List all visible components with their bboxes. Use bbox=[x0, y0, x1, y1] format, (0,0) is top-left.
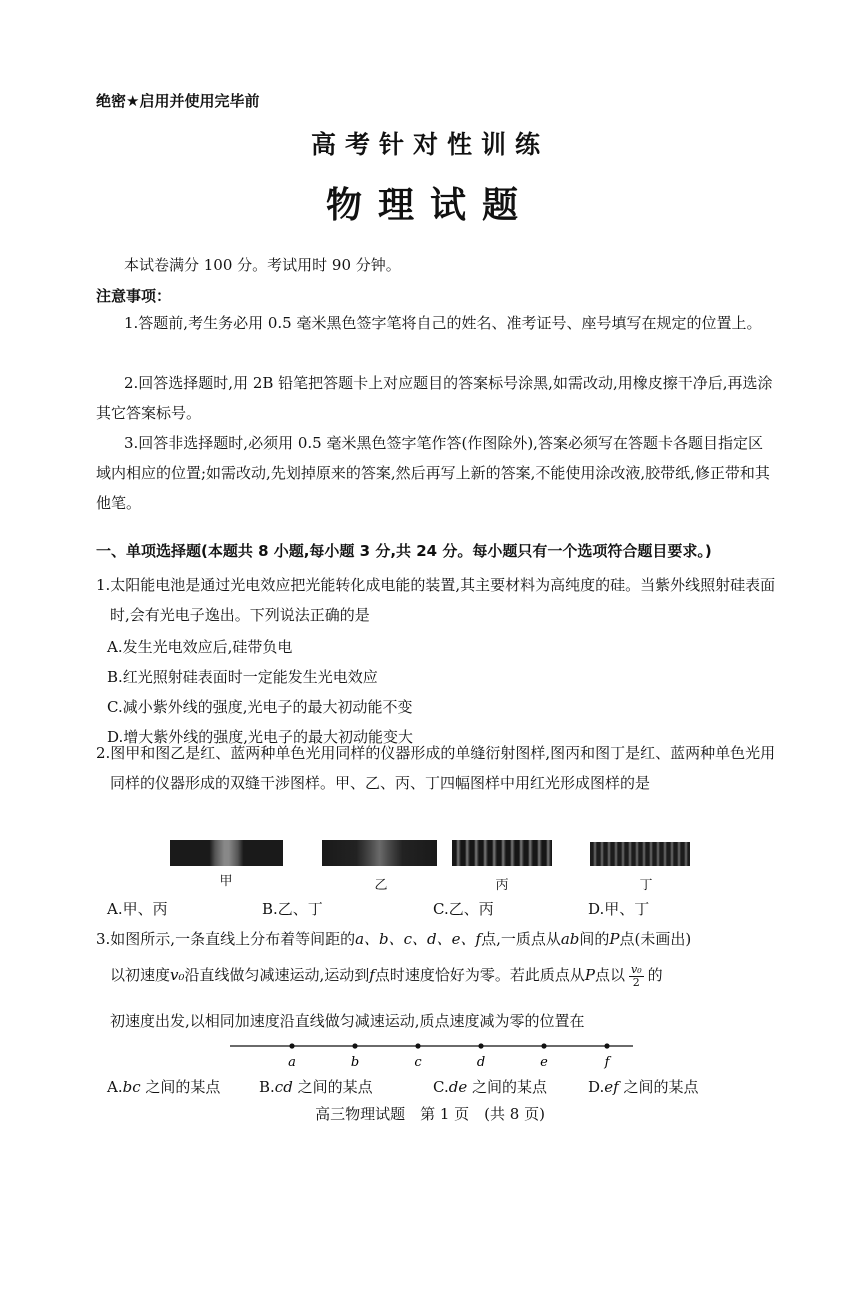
question-3-stem-line-3: 初速度出发,以相同加速度沿直线做匀减速运动,质点速度减为零的位置在 bbox=[110, 1012, 585, 1030]
pattern-bing bbox=[452, 840, 552, 866]
pattern-ding bbox=[590, 842, 690, 866]
pattern-label: 甲 bbox=[219, 874, 233, 889]
point-label-c: c bbox=[414, 1055, 422, 1070]
pattern-jia bbox=[170, 840, 283, 866]
page-title: 物理试题 bbox=[325, 185, 534, 226]
question-2-option-b: B.乙、丁 bbox=[262, 900, 323, 918]
point-e bbox=[541, 1043, 546, 1048]
question-1-option-d: D.增大紫外线的强度,光电子的最大初动能变大 bbox=[107, 728, 414, 746]
exam-subtitle: 高考针对性训练 bbox=[310, 130, 549, 159]
pattern-label: 丙 bbox=[495, 878, 509, 893]
question-3-option-c: C.de 之间的某点 bbox=[433, 1078, 547, 1096]
question-2-option-a: A.甲、丙 bbox=[107, 900, 168, 918]
notice-heading: 注意事项： bbox=[96, 287, 172, 305]
notice-item: 2.回答选择题时,用 2B 铅笔把答题卡上对应题目的答案标号涂黑,如需改动,用橡皮擦干净后,再选涂其它答案标号。 bbox=[96, 374, 773, 422]
question-2-option-c: C.乙、丙 bbox=[433, 900, 494, 918]
question-2-stem: 2.图甲和图乙是红、蓝两种单色光用同样的仪器形成的单缝衍射图样,图丙和图丁是红、蓝两种单色光用同样的仪器形成的双缝干涉图样。甲、乙、丙、丁四幅图样中用红光形成图样的是 bbox=[96, 744, 776, 792]
notice-item: 3.回答非选择题时,必须用 0.5 毫米黑色签字笔作答(作图除外),答案必须写在答题卡各题目指定区域内相应的位置;如需改动,先划掉原来的答案,然后再写上新的答案,不能使用涂改液,胶带纸,修正带和其他笔。 bbox=[96, 434, 770, 512]
question-1-option-a: A.发生光电效应后,硅带负电 bbox=[107, 638, 293, 656]
point-label-a: a bbox=[288, 1055, 296, 1070]
number-line-diagram bbox=[228, 1040, 638, 1070]
question-3-stem-line-2: 以初速度v₀沿直线做匀减速运动,运动到f点时速度恰好为零。若此质点从P点以 $\frac{\text{v₀}}{2}$ 的 bbox=[110, 962, 663, 989]
question-1-stem: 1.太阳能电池是通过光电效应把光能转化成电能的装置,其主要材料为高纯度的硅。当紫外线照射硅表面时,会有光电子逸出。下列说法正确的是 bbox=[96, 576, 776, 624]
pattern-label: 丁 bbox=[639, 878, 653, 893]
pattern-yi bbox=[322, 840, 437, 866]
intro-text: 本试卷满分 100 分。考试用时 90 分钟。 bbox=[124, 256, 401, 274]
point-b bbox=[352, 1043, 357, 1048]
point-d bbox=[478, 1043, 483, 1048]
point-c bbox=[415, 1043, 420, 1048]
point-label-b: b bbox=[350, 1055, 360, 1070]
notice-item: 1.答题前,考生务必用 0.5 毫米黑色签字笔将自己的姓名、准考证号、座号填写在规定的位置上。 bbox=[124, 314, 762, 332]
question-3-option-d: D.ef 之间的某点 bbox=[588, 1078, 699, 1096]
point-f bbox=[604, 1043, 609, 1048]
question-3-stem-line-1: 3.如图所示,一条直线上分布着等间距的a、b、c、d、e、f点,一质点从ab间的P点(未画出) bbox=[96, 930, 692, 948]
question-1-option-c: C.减小紫外线的强度,光电子的最大初动能不变 bbox=[107, 698, 413, 716]
point-label-e: e bbox=[540, 1055, 548, 1070]
pattern-label: 乙 bbox=[374, 878, 388, 893]
point-label-d: d bbox=[476, 1055, 486, 1070]
page-footer: 高三物理试题 第 1 页 (共 8 页) bbox=[315, 1105, 545, 1123]
question-3-option-a: A.bc 之间的某点 bbox=[107, 1078, 221, 1096]
section-heading: 一、单项选择题(本题共 8 小题,每小题 3 分,共 24 分。每小题只有一个选项符合题目要求。) bbox=[96, 542, 712, 560]
question-1-option-b: B.红光照射硅表面时一定能发生光电效应 bbox=[107, 668, 378, 686]
v0-over-2-fraction: $\frac{\text{v₀}}{2}$ bbox=[630, 962, 642, 989]
question-3-option-b: B.cd 之间的某点 bbox=[259, 1078, 373, 1096]
question-2-option-d: D.甲、丁 bbox=[588, 900, 650, 918]
confidential-mark: 绝密★启用并使用完毕前 bbox=[96, 92, 260, 110]
point-label-f: f bbox=[604, 1055, 610, 1070]
point-a bbox=[289, 1043, 294, 1048]
